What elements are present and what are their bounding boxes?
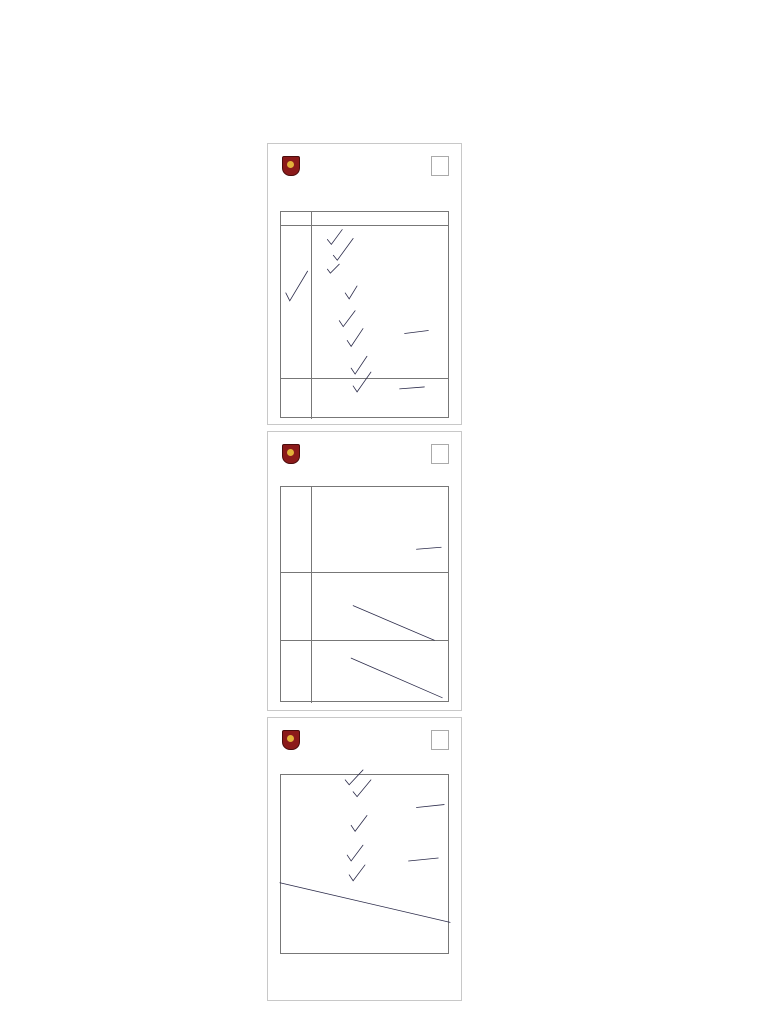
table-header-row <box>281 212 448 226</box>
anniversary-badge <box>431 156 449 176</box>
portion-page-3 <box>267 717 462 1001</box>
portion-table <box>280 774 449 954</box>
school-logo <box>282 444 300 464</box>
header-subject <box>281 212 312 225</box>
school-header <box>268 144 461 174</box>
subject-hindi <box>281 573 312 640</box>
table-row-hindi <box>281 573 448 641</box>
school-logo <box>282 156 300 176</box>
subject-tamil <box>281 487 312 572</box>
school-logo <box>282 730 300 750</box>
school-header <box>268 432 461 462</box>
portion-page-2 <box>267 431 462 711</box>
subject-english <box>281 226 312 378</box>
table-row-english <box>281 226 448 379</box>
portion-page-1 <box>267 143 462 425</box>
subject-sanskrit <box>281 641 312 703</box>
english-portions <box>311 226 448 378</box>
table-row-sanskrit <box>281 641 448 703</box>
table-row-tamil <box>281 487 448 573</box>
anniversary-badge <box>431 730 449 750</box>
maths-portions <box>311 379 448 419</box>
anniversary-badge <box>431 444 449 464</box>
school-header <box>268 718 461 748</box>
tamil-portions <box>311 487 448 572</box>
portion-table <box>280 211 449 418</box>
portion-table <box>280 486 449 702</box>
subject-maths <box>281 379 312 419</box>
sanskrit-portions <box>311 641 448 703</box>
hindi-portions <box>311 573 448 640</box>
table-row-maths <box>281 379 448 419</box>
header-portions <box>311 212 448 225</box>
